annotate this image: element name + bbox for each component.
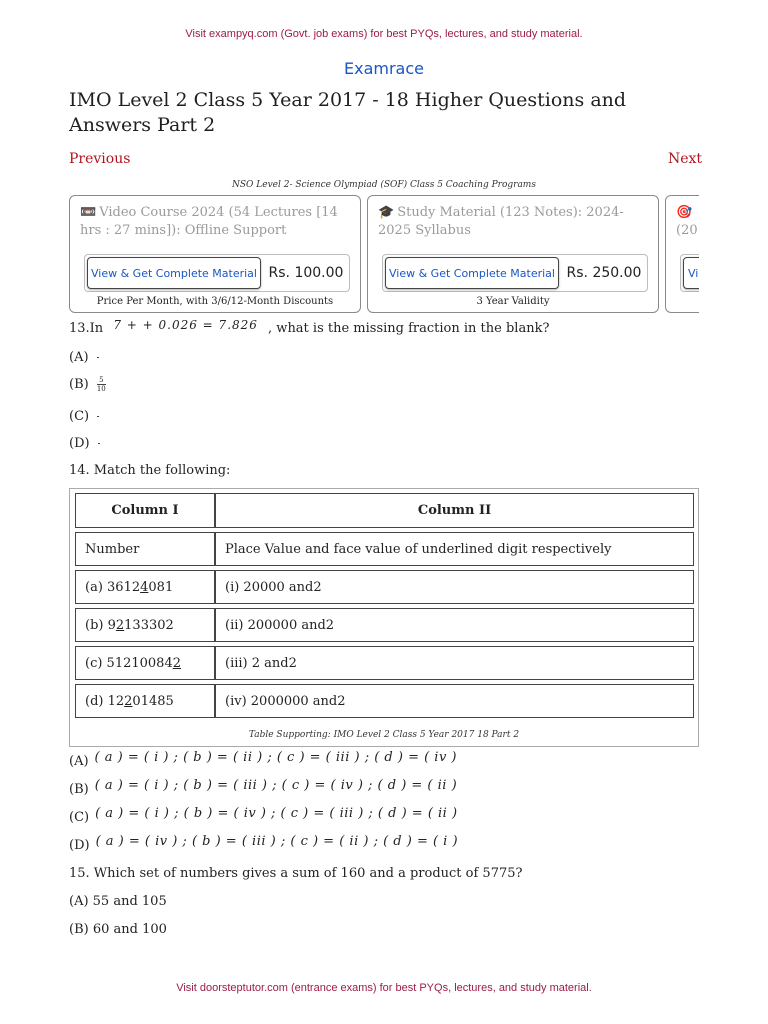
table-cell: (ii) 200000 and2 [215,608,694,642]
table-cell: Number [75,532,215,566]
view-material-button[interactable]: View & Get Complete Material [87,257,261,289]
question-14: 14. Match the following: [69,463,231,478]
program-card-study-material [367,195,659,313]
card-title: 📼 Video Course 2024 (54 Lectures [14 hrs : 27 mins]): Offline Support [80,205,338,238]
table-cell: (iv) 2000000 and2 [215,684,694,718]
card-title: 🎯 (20 [676,205,698,238]
card-action-box [680,254,699,292]
program-cards [69,195,699,315]
promo-banner-bottom[interactable]: Visit doorsteptutor.com (entrance exams) for best PYQs, lectures, and study material. [176,982,592,994]
table-cell: Place Value and face value of underlined digit respectively [215,532,694,566]
card-title: 🎓 Study Material (123 Notes): 2024-2025 Syllabus [378,205,624,238]
match-table [69,488,699,747]
view-material-button[interactable]: Vi [683,257,699,289]
table-cell: (iii) 2 and2 [215,646,694,680]
question-13: 13.In 7 + + 0.026 = 7.826 , what is the missing fraction in the blank? [69,318,550,336]
page-title: IMO Level 2 Class 5 Year 2017 - 18 Higher Questions and Answers Part 2 [69,89,627,136]
table-cell: (c) 51210084 2 [75,646,215,680]
graduation-cap-icon: 🎓 [378,205,395,220]
card-footer: Price Per Month, with 3/6/12-Month Discounts [96,296,334,307]
fraction: $\frac{5}{10}$ [96,376,106,393]
next-link[interactable]: Next [668,151,703,167]
q14-option-d: (D) ( a ) = ( iv ) ; ( b ) = ( iii ) ; ( c ) = ( ii ) ; ( d ) = ( i ) [69,834,459,853]
fraction [97,416,99,417]
table-cell: (d) 12 2 01485 [75,684,215,718]
q15-option-a: (A) 55 and 105 [69,894,167,909]
card-price: Rs. 250.00 [566,265,642,281]
table-caption: Table Supporting: IMO Level 2 Class 5 Year 2017 18 Part 2 [248,730,520,740]
site-brand-link[interactable]: Examrace [344,59,424,78]
previous-link[interactable]: Previous [69,151,131,167]
table-cell: (b) 9 2 133302 [75,608,215,642]
promo-banner-top[interactable]: Visit exampyq.com (Govt. job exams) for best PYQs, lectures, and study material. [185,28,583,40]
fraction [97,357,99,358]
fraction [98,443,100,444]
card-footer: 3 Year Validity [476,296,550,307]
q15-option-b: (B) 60 and 100 [69,922,167,937]
video-icon: 📼 [80,205,97,220]
table-cell: (a) 3612 4 081 [75,570,215,604]
q13-option-b: (B) $\frac{5}{10}$ [69,376,106,393]
programs-caption: NSO Level 2- Science Olympiad (SOF) Class 5 Coaching Programs [232,180,536,190]
q13-option-a: (A) [69,350,99,365]
program-card-partial [665,195,699,313]
card-action-box [84,254,350,292]
equation: 7 + + 0.026 = 7.826 [113,318,258,332]
q14-option-a: (A) ( a ) = ( i ) ; ( b ) = ( ii ) ; ( c ) = ( iii ) ; ( d ) = ( iv ) [69,750,457,769]
target-icon: 🎯 [676,205,693,220]
card-action-box [382,254,648,292]
table-header: Column I [75,493,215,528]
question-15: 15. Which set of numbers gives a sum of 160 and a product of 5775? [69,866,523,881]
table-cell: (i) 20000 and2 [215,570,694,604]
view-material-button[interactable]: View & Get Complete Material [385,257,559,289]
card-price: Rs. 100.00 [268,265,344,281]
table-header: Column II [215,493,694,528]
q13-option-c: (C) [69,409,99,424]
q14-option-c: (C) ( a ) = ( i ) ; ( b ) = ( iv ) ; ( c ) = ( iii ) ; ( d ) = ( ii ) [69,806,458,825]
q14-option-b: (B) ( a ) = ( i ) ; ( b ) = ( iii ) ; ( c ) = ( iv ) ; ( d ) = ( ii ) [69,778,458,797]
q13-option-d: (D) [69,436,100,451]
program-card-video [69,195,361,313]
